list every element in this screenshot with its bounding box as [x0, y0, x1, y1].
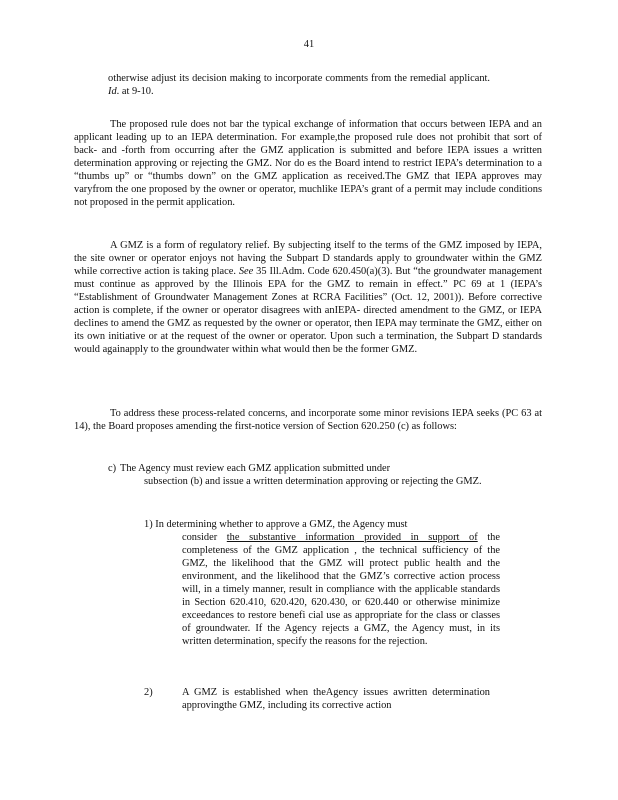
continued-paragraph: [108, 72, 490, 98]
item-1-first-line: 1) In determining whether to approve a GMZ, the Agency must: [144, 519, 408, 530]
see-citation: See: [238, 266, 254, 277]
continued-text: otherwise adjust its decision making to incorporate comments from the remedial applicant.: [108, 73, 490, 84]
subsection-c-first-line: The Agency must review each GMZ application submitted under: [120, 463, 391, 474]
id-citation: Id: [108, 86, 117, 97]
subsection-c-rest: subsection (b) and issue a written determination approving or rejecting the GMZ.: [144, 476, 482, 487]
item-2-text: A GMZ is established when theAgency issues awritten determination approvingthe GMZ, including its corrective action: [182, 687, 490, 711]
continued-text-end: . at 9-10.: [116, 86, 154, 97]
paragraph-2-text-b: 35 Ill.Adm. Code 620.450(a)(3). But “the groundwater management must continue as approved by the Illinois EPA for the GMZ to remain in effect.” PC 69 at 1 (IEPA’s “Establishment of Groundwater Management Zones at RCRA Facilities” (Oct. 12, 2001)). Before corrective action is complete, if the owner or operator disagrees with anIEPA- directed amendment to the GMZ, or IEPA declines to amend the GMZ as requested by the owner or operator, then IEPA may terminate the GMZ, either on its own initiative or at the request of the owner or operator. Upon such a termination, the Subpart D standards would againapply to the groundwater within what would then be the former GMZ.: [74, 266, 542, 355]
item-1-consider: consider: [182, 532, 227, 543]
paragraph-1-text: The proposed rule does not bar the typical exchange of information that occurs between IEPA and an applicant leading up to an IEPA determination. For example,the proposed rule does not prohibit that sort of back- and -forth from occurring after the GMZ application is submitted and before IEPA issues a written determination approving or rejecting the GMZ. Nor do es the Board intend to restrict IEPA’s determination to a “thumbs up” or “thumbs down” on the GMZ application as received.The GMZ that IEPA approves may varyfrom the one proposed by the owner or operator, muchlike IEPA’s grant of a permit may include conditions not proposed in the permit application.: [74, 119, 542, 208]
item-1-inserted-text: the substantive information provided in support of: [226, 532, 478, 543]
item-2-label: 2): [144, 687, 153, 698]
paragraph-3-text: To address these process-related concerns, and incorporate some minor revisions IEPA seeks (PC 63 at 14), the Board proposes amending the first-notice version of Section 620.250 (c) as follows:: [74, 408, 542, 432]
paragraph-2: [74, 239, 542, 356]
item-1-body: [144, 531, 500, 648]
page-number: 41: [303, 39, 315, 50]
paragraph-1: [74, 118, 542, 209]
item-1: [144, 518, 500, 648]
subsection-c-body: [120, 462, 504, 488]
subsection-c-label: c): [108, 463, 117, 474]
paragraph-2-text-a: A GMZ is a form of regulatory relief. By subjecting itself to the terms of the GMZ imposed by IEPA, the site owner or operator enjoys not having the Subpart D standards apply to groundwater within the GMZ while corrective action is taking place.: [74, 240, 542, 277]
paragraph-3: [74, 407, 542, 433]
item-1-rest: the completeness of the GMZ application , the technical sufficiency of the GMZ, the likelihood that the GMZ will protect public health and the environment, and the likelihood that the GMZ’s corrective action process will, in a timely manner, result in compliance with the applicable standards in Section 620.410, 620.420, 620.430, or 620.440 or otherwise minimize exceedances to restore benefi cial use as appropriate for the class or classes of groundwater. If the Agency rejects a GMZ, the Agency must, in its written determination, specify the reasons for the rejection.: [182, 532, 500, 647]
